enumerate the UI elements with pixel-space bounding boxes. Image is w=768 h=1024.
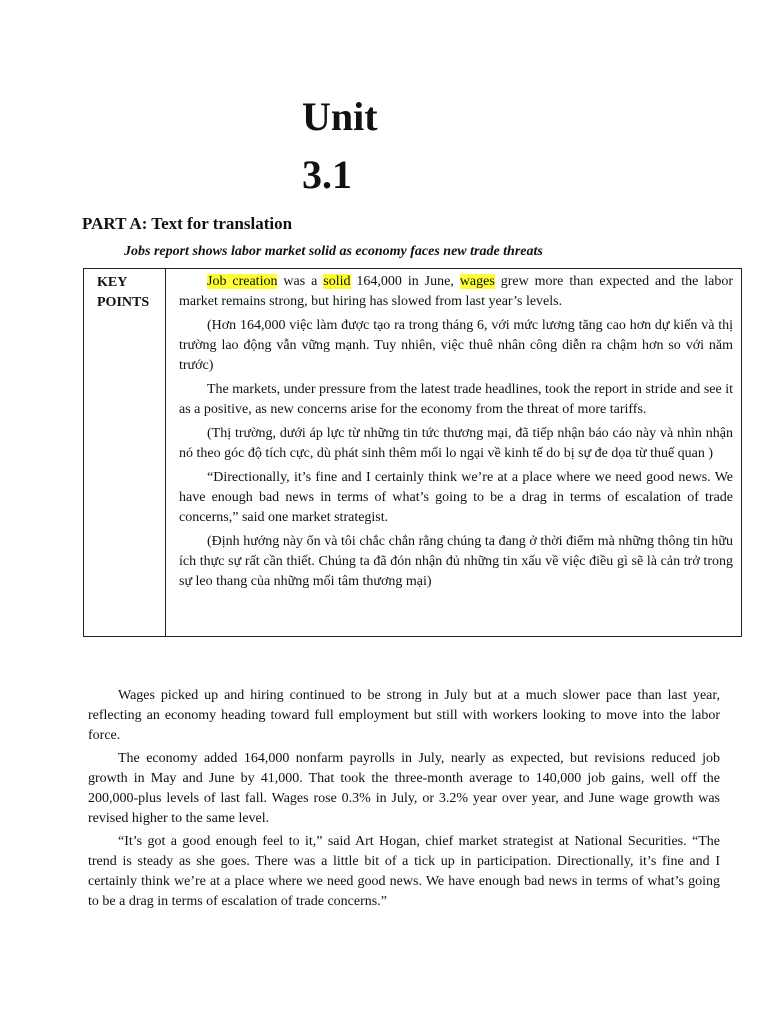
part-heading: PART A: Text for translation	[82, 214, 293, 233]
body-paragraph-1: Wages picked up and hiring continued to be strong in July but at a much slower pace than last year, reflecting an economy heading toward full employment but still with workers looking to move into the labor force.	[88, 688, 720, 743]
key-point-paragraph-5: “Directionally, it’s fine and I certainly think we’re at a place where we need good news. We have enough bad news in terms of what’s going to be a drag in terms of escalation of trade concerns,” said one market strategist.	[179, 470, 733, 525]
highlight-job-creation: Job creation	[207, 274, 278, 289]
key-point-paragraph-4: (Thị trường, dưới áp lực từ những tin tức thương mại, đã tiếp nhận báo cáo này và nhìn nhận nó theo góc độ tích cực, dù phát sinh thêm mối lo ngại về kinh tế do bị sự đe dọa từ thuế quan )	[179, 426, 733, 461]
highlight-wages: wages	[459, 274, 495, 289]
key-points-table	[83, 268, 742, 637]
key-points-label: KEY POINTS	[84, 269, 166, 636]
article-body	[88, 686, 720, 915]
highlight-solid: solid	[323, 274, 351, 289]
article-subtitle: Jobs report shows labor market solid as economy faces new trade threats	[124, 244, 543, 259]
key-point-text: was a	[277, 274, 324, 289]
key-points-content	[166, 269, 741, 636]
unit-title	[302, 88, 378, 204]
key-point-text: grew more than expected and the labor market remains strong, but hiring has slowed from last year’s levels.	[179, 274, 733, 309]
unit-title-line2: 3.1	[302, 152, 352, 197]
key-point-paragraph-3: The markets, under pressure from the latest trade headlines, took the report in stride and see it as a positive, as new concerns arise for the economy from the threat of more tariffs.	[179, 382, 733, 417]
key-point-paragraph-2: (Hơn 164,000 việc làm được tạo ra trong tháng 6, với mức lương tăng cao hơn dự kiến và thị trường lao động vẫn vững mạnh. Tuy nhiên, việc thuê nhân công diễn ra chậm hơn so với năm trước)	[179, 318, 733, 373]
key-point-text: 164,000 in June,	[350, 274, 460, 289]
body-paragraph-2: The economy added 164,000 nonfarm payrolls in July, nearly as expected, but revisions reduced job growth in May and June by 41,000. That took the three-month average to 140,000 job gains, well off the 200,000-plus levels of last fall. Wages rose 0.3% in July, or 3.2% year over year, and June wage growth was revised higher to the same level.	[88, 751, 720, 826]
body-paragraph-3: “It’s got a good enough feel to it,” said Art Hogan, chief market strategist at National Securities. “The trend is steady as she goes. There was a little bit of a tick up in participation. Directionally, it’s fine and I certainly think we’re at a place where we need good news. We have enough bad news in terms of what’s going to be a drag in terms of escalation of trade concerns.”	[88, 834, 720, 909]
key-point-paragraph-6: (Định hướng này ổn và tôi chắc chắn rằng chúng ta đang ở thời điểm mà những thông tin hữu ích thực sự rất cần thiết. Chúng ta đã đón nhận đủ những tin xấu về việc điều gì sẽ là cản trở trong sự leo thang của những mối tâm thương mại)	[179, 534, 733, 589]
unit-title-line1: Unit	[302, 94, 378, 139]
key-point-paragraph-1	[179, 272, 733, 312]
